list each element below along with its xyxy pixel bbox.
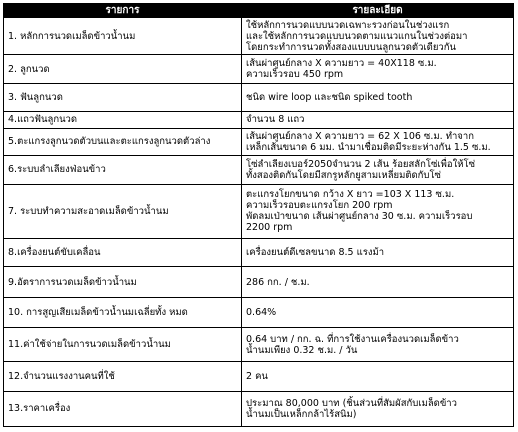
table-row xyxy=(4,112,514,128)
table-row xyxy=(4,128,514,155)
table-row xyxy=(4,184,514,238)
row-item: 11.ค่าใช้จ่ายในการนวดเมล็ดข้าวน้ำนม xyxy=(4,328,242,361)
row-item: 8.เครื่องยนต์ขับเคลื่อน xyxy=(4,239,242,267)
column-header-detail: รายละเอียด xyxy=(242,4,514,18)
row-detail: เครื่องยนต์ดีเซลขนาด 8.5 แรงม้า xyxy=(242,239,514,267)
table-row xyxy=(4,155,514,184)
row-item: 7. ระบบทำความสะอาดเมล็ดข้าวน้ำนม xyxy=(4,184,242,238)
table-row xyxy=(4,18,514,55)
table-row xyxy=(4,55,514,84)
row-item: 10. การสูญเสียเมล็ดข้าวน้ำนมเฉลี่ยทั้ง หมด xyxy=(4,298,242,328)
row-item: 6.ระบบลำเลียงฟ่อนข้าว xyxy=(4,155,242,184)
row-detail: 2 คน xyxy=(242,361,514,391)
row-detail: ชนิด wire loop และชนิด spiked tooth xyxy=(242,84,514,112)
table-header-row xyxy=(4,4,514,18)
row-detail: 0.64 บาท / กก. ฉ. ที่การใช้งานเครื่องนวดเมล็ดข้าว น้ำนมเพียง 0.32 ช.ม. / วัน xyxy=(242,328,514,361)
row-detail: ประมาณ 80,000 บาท (ชิ้นส่วนที่สัมผัสกับเมล็ดข้าว น้ำนมเป็นเหล็กกล้าไร้สนิม) xyxy=(242,391,514,426)
table-row xyxy=(4,298,514,328)
row-item: 4.แถวฟันลูกนวด xyxy=(4,112,242,128)
table-row xyxy=(4,267,514,298)
row-item: 1. หลักการนวดเมล็ดข้าวน้ำนม xyxy=(4,18,242,55)
row-item: 3. ฟันลูกนวด xyxy=(4,84,242,112)
row-item: 9.อัตราการนวดเมล็ดข้าวน้ำนม xyxy=(4,267,242,298)
row-detail: 286 กก. / ช.ม. xyxy=(242,267,514,298)
row-detail: เส้นผ่าศูนย์กลาง X ความยาว = 62 X 106 ซ.ม. ทำจาก เหล็กเส้นขนาด 6 มม. นำมาเชื่อมติดมีระยะห่างกัน 1.5 ซ.ม. xyxy=(242,128,514,155)
row-item: 2. ลูกนวด xyxy=(4,55,242,84)
row-detail: ใช้หลักการนวดแบบนวดเฉพาะรวงก่อนในช่วงแรก และใช้หลักการนวดแบบนวดตามแนวแกนในช่วงต่อมา โดยกระทำการนวดทั้งสองแบบบนลูกนวดตัวเดียวกัน xyxy=(242,18,514,55)
row-detail: ตะแกรงโยกขนาด กว้าง X ยาว =103 X 113 ซ.ม. ความเร็วรอบตะแกรงโยก 200 rpm พัดลมเป่าขนาด เส้นผ่าศูนย์กลาง 30 ซ.ม. ความเร็วรอบ 2200 rpm xyxy=(242,184,514,238)
row-detail: เส้นผ่าศูนย์กลาง X ความยาว = 40X118 ซ.ม. ความเร็วรอบ 450 rpm xyxy=(242,55,514,84)
table-row xyxy=(4,84,514,112)
row-item: 5.ตะแกรงลูกนวดตัวบนและตะแกรงลูกนวดตัวล่าง xyxy=(4,128,242,155)
row-detail: จำนวน 8 แถว xyxy=(242,112,514,128)
table-row xyxy=(4,391,514,426)
table-row xyxy=(4,239,514,267)
row-detail: 0.64% xyxy=(242,298,514,328)
row-detail: โซ่ลำเลียงเบอร์2050จำนวน 2 เส้น ร้อยสลักโซ่เพื่อให้โซ่ ทั้งสองติดกันโดยมีสกรูหลักยูสามเหลี่ยมติดกับโซ่ xyxy=(242,155,514,184)
table-row xyxy=(4,328,514,361)
table-row xyxy=(4,361,514,391)
row-item: 13.ราคาเครื่อง xyxy=(4,391,242,426)
column-header-item: รายการ xyxy=(4,4,242,18)
row-item: 12.จำนวนแรงงานคนที่ใช้ xyxy=(4,361,242,391)
spec-table xyxy=(3,3,514,427)
